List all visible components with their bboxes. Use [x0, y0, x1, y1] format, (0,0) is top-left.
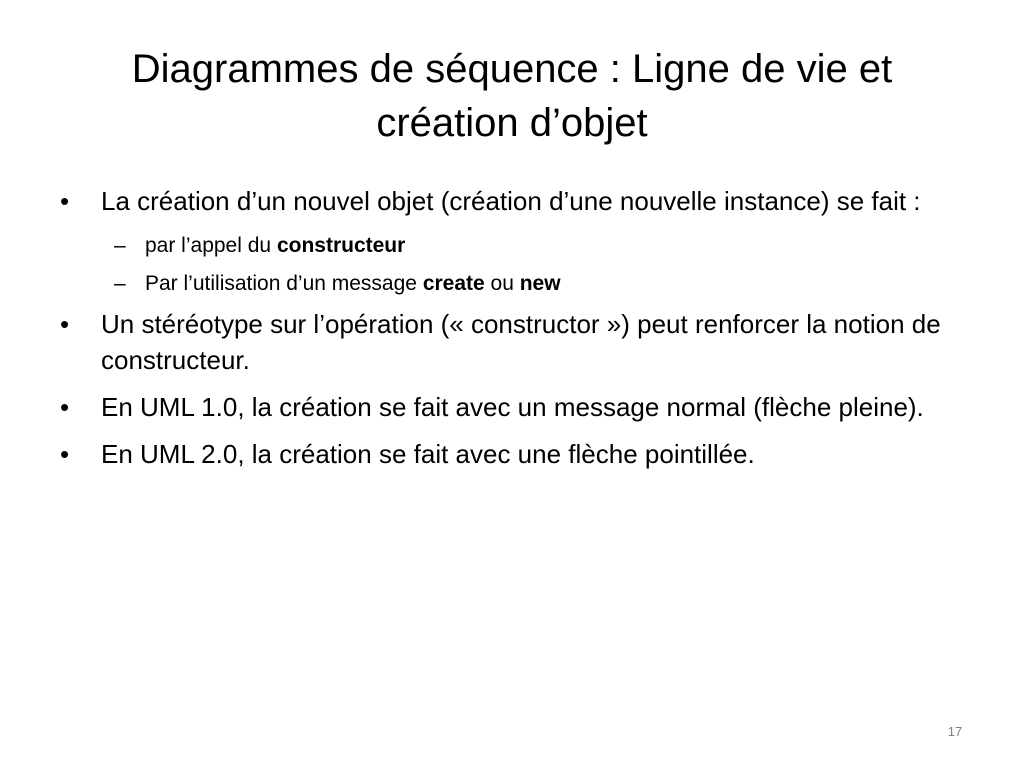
slide-title-line-1: Diagrammes de séquence : Ligne de vie et — [131, 47, 893, 91]
sub-bullet-item-create-message — [60, 268, 980, 300]
bullet-item-stereotype — [60, 306, 980, 378]
bullet-text: La création d’un nouvel objet (création d’une nouvelle instance) se fait : — [101, 186, 921, 216]
bullet-list — [60, 183, 980, 483]
sub-bullet-connector: ou — [484, 272, 520, 295]
sub-bullet-marker: – — [114, 234, 126, 257]
sub-bullet-list — [60, 230, 980, 300]
sub-bullet-text: par l’appel du — [145, 234, 277, 257]
sub-bullet-bold-term-create: create — [422, 272, 485, 295]
bullet-text: En UML 2.0, la création se fait avec une flèche pointillée. — [101, 439, 755, 469]
bullet-text: En UML 1.0, la création se fait avec un message normal (flèche pleine). — [101, 392, 924, 422]
sub-bullet-bold-term-new: new — [519, 272, 561, 295]
sub-bullet-item-constructor — [60, 230, 980, 262]
bullet-text: Un stéréotype sur l’opération (« constructor ») peut renforcer la notion de constructeur. — [101, 309, 941, 375]
bullet-item-creation — [60, 183, 980, 219]
sub-bullet-marker: – — [114, 272, 126, 295]
bullet-marker: • — [60, 309, 70, 339]
page-number: 17 — [947, 724, 963, 739]
bullet-item-uml1 — [60, 389, 980, 425]
bullet-marker: • — [60, 392, 70, 422]
bullet-marker: • — [60, 186, 70, 216]
slide-title — [60, 42, 964, 150]
bullet-marker: • — [60, 439, 70, 469]
slide-title-line-2: création d’objet — [376, 101, 648, 145]
sub-bullet-text: Par l’utilisation d’un message — [145, 272, 423, 295]
sub-bullet-bold-term: constructeur — [276, 234, 406, 257]
bullet-item-uml2 — [60, 436, 980, 472]
